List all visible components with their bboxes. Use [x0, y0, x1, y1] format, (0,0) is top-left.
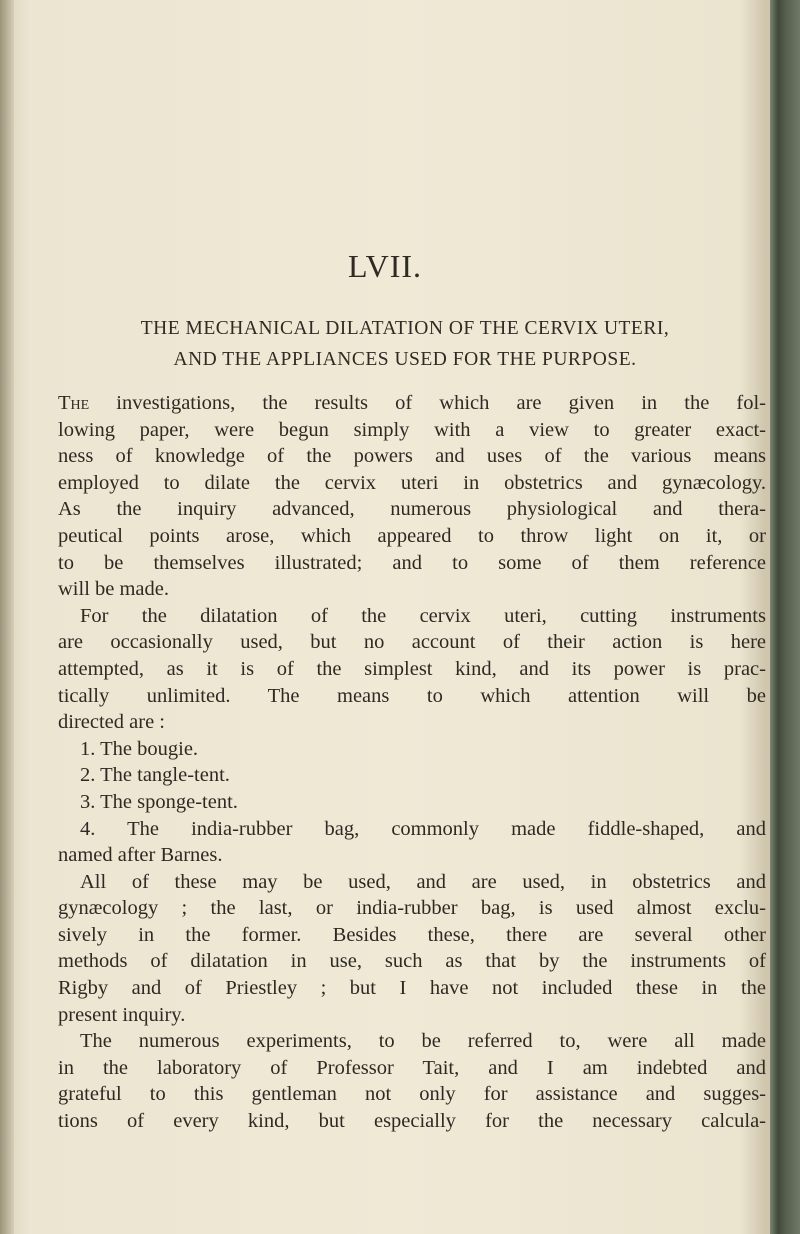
- body-text: [58, 390, 766, 1135]
- text-line: For the dilatation of the cervix uteri, cutting instruments: [80, 604, 766, 627]
- text-line: The investigations, the results of which are given in the fol-: [58, 392, 766, 414]
- list-item: 4. The india-rubber bag, commonly made fiddle-shaped, and: [80, 817, 766, 840]
- text-line: named after Barnes.: [58, 844, 223, 867]
- page-edge-binding: [770, 0, 800, 1234]
- text-line: methods of dilatation in use, such as that by the instruments of: [58, 950, 766, 973]
- text-line: tions of every kind, but especially for the necessary calcula-: [58, 1110, 766, 1133]
- text-line: The numerous experiments, to be referred to, were all made: [80, 1030, 766, 1053]
- chapter-title-line: AND THE APPLIANCES USED FOR THE PURPOSE.: [173, 349, 637, 370]
- text-line: are occasionally used, but no account of their action is here: [58, 631, 766, 654]
- text-line: grateful to this gentleman not only for assistance and sugges-: [58, 1083, 766, 1106]
- chapter-title: [40, 313, 770, 375]
- text-line: sively in the former. Besides these, there are several other: [58, 923, 766, 946]
- chapter-number: LVII.: [347, 248, 423, 284]
- text-line: ness of knowledge of the powers and uses of the various means: [58, 445, 766, 468]
- text-line: in the laboratory of Professor Tait, and I am indebted and: [58, 1056, 766, 1079]
- first-word: The: [58, 392, 90, 414]
- text-line: tically unlimited. The means to which attention will be: [58, 684, 766, 707]
- text-line: will be made.: [58, 578, 170, 601]
- text-line: As the inquiry advanced, numerous physiological and thera-: [58, 498, 766, 521]
- text-line: gynæcology ; the last, or india-rubber bag, is used almost exclu-: [58, 897, 766, 920]
- text-line: present inquiry.: [58, 1003, 186, 1026]
- page-gutter-shadow: [0, 0, 14, 1234]
- text-line: peutical points arose, which appeared to throw light on it, or: [58, 524, 766, 547]
- text-line: All of these may be used, and are used, in obstetrics and: [80, 870, 766, 893]
- text-line: lowing paper, were begun simply with a view to greater exact-: [58, 418, 766, 441]
- list-item: 3. The sponge-tent.: [80, 790, 238, 813]
- list-item: 2. The tangle-tent.: [80, 764, 230, 787]
- list-item: 1. The bougie.: [80, 737, 199, 760]
- text-line: employed to dilate the cervix uteri in obstetrics and gynæcology.: [58, 471, 766, 494]
- text-line: directed are :: [58, 711, 165, 734]
- text-line: Rigby and of Priestley ; but I have not included these in the: [58, 977, 766, 1000]
- text-line: to be themselves illustrated; and to some of them reference: [58, 551, 766, 574]
- text-line: attempted, as it is of the simplest kind, and its power is prac-: [58, 657, 766, 680]
- chapter-title-line: THE MECHANICAL DILATATION OF THE CERVIX UTERI,: [140, 318, 670, 339]
